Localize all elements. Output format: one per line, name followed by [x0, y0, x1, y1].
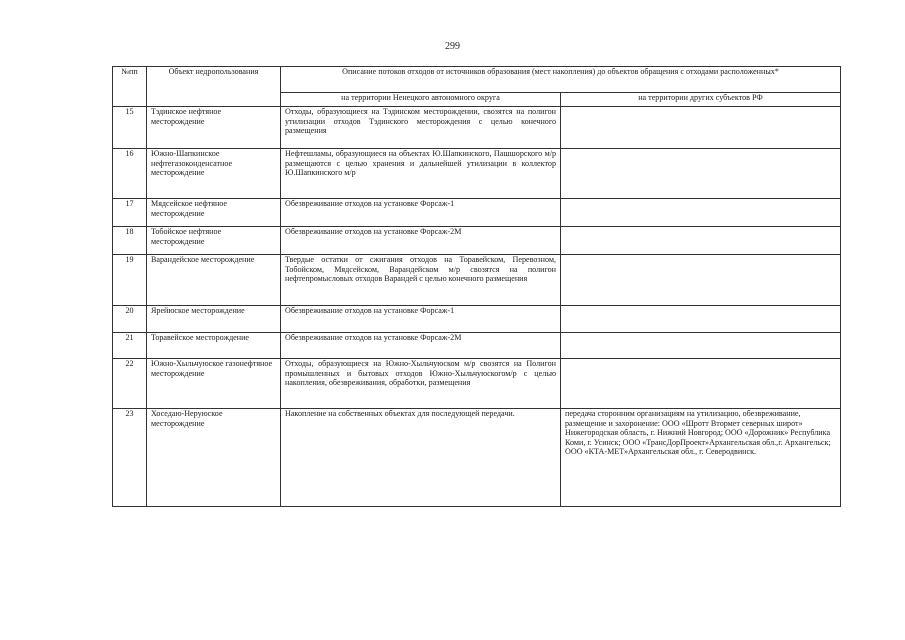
header-description: Описание потоков отходов от источников образования (мест накопления) до объектов обращения с отходами расположенных*: [281, 67, 841, 93]
row-object: Хоседаю-Неруюское месторождение: [147, 409, 281, 507]
table-row: [113, 255, 841, 306]
row-object: Тобойское нефтяное месторождение: [147, 227, 281, 255]
row-other: [561, 149, 841, 199]
row-nao: Обезвреживание отходов на установке Форсаж-2М: [281, 333, 561, 359]
table-row: [113, 409, 841, 507]
row-other: [561, 107, 841, 149]
row-nao: Накопление на собственных объектах для последующей передачи.: [281, 409, 561, 507]
row-num: 21: [113, 333, 147, 359]
row-other: [561, 227, 841, 255]
row-other: [561, 359, 841, 409]
row-object: Ярейюское месторождение: [147, 306, 281, 333]
row-object: Торавейское месторождение: [147, 333, 281, 359]
row-object: Мядсейское нефтяное месторождение: [147, 199, 281, 227]
row-nao: Обезвреживание отходов на установке Форсаж-2М: [281, 227, 561, 255]
row-nao: Обезвреживание отходов на установке Форсаж-1: [281, 306, 561, 333]
row-num: 23: [113, 409, 147, 507]
header-object: Объект недропользования: [147, 67, 281, 107]
waste-flow-table: [112, 66, 841, 507]
table-row: [113, 107, 841, 149]
table-row: [113, 149, 841, 199]
row-nao: Отходы, образующиеся на Южно-Хыльчуюском м/р свозятся на Полигон промышленных и бытовых отходов Южно-Хыльчуюскогом/р с целью накопления, обезвреживания, обработки, размещения: [281, 359, 561, 409]
row-num: 17: [113, 199, 147, 227]
row-num: 19: [113, 255, 147, 306]
table-row: [113, 199, 841, 227]
row-object: Южно-Шапкинское нефтегазоконденсатное месторождение: [147, 149, 281, 199]
table-row: [113, 227, 841, 255]
row-num: 15: [113, 107, 147, 149]
row-object: Южно-Хыльчуюское газонефтяное месторождение: [147, 359, 281, 409]
table-row: [113, 306, 841, 333]
header-nao: на территории Ненецкого автономного округа: [281, 93, 561, 107]
row-num: 18: [113, 227, 147, 255]
table-header-row: [113, 67, 841, 93]
header-other: на территории других субъектов РФ: [561, 93, 841, 107]
row-nao: Обезвреживание отходов на установке Форсаж-1: [281, 199, 561, 227]
row-other: [561, 333, 841, 359]
row-nao: Твердые остатки от сжигания отходов на Торавейском, Перевозном, Тобойском, Мядсейском, Варандейском м/р свозятся на полигон нефтепромысловых отходов Варандей с целью конечного размещения: [281, 255, 561, 306]
row-num: 16: [113, 149, 147, 199]
row-num: 22: [113, 359, 147, 409]
row-num: 20: [113, 306, 147, 333]
page-number: 299: [445, 41, 460, 52]
row-object: Тэдинское нефтяное месторождение: [147, 107, 281, 149]
row-other: [561, 255, 841, 306]
table-row: [113, 359, 841, 409]
row-object: Варандейское месторождение: [147, 255, 281, 306]
table-row: [113, 333, 841, 359]
row-other: [561, 199, 841, 227]
row-other: [561, 306, 841, 333]
row-nao: Нефтешламы, образующиеся на объектах Ю.Шапкинского, Пашшорского м/р размещаются с целью хранения и дальнейшей утилизации в коллектор Ю.Шапкинского м/р: [281, 149, 561, 199]
header-num: №пп: [113, 67, 147, 107]
row-other: передача сторонним организациям на утилизацию, обезвреживание, размещение и захоронение: ООО «Шротт Втормет северных широт» Нижегородская область, г. Нижний Новгород; ООО «Дорожник» Республика Коми, г. Усинск; ООО «ТрансДорПроект»Архангельская обл.,г. Архангельск; ООО «КТА-МЕТ»Архангельская обл., г. Северодвинск.: [561, 409, 841, 507]
row-nao: Отходы, образующиеся на Тэдинском месторождении, свозятся на полигон утилизации отходов Тэдинского месторождения с целью конечного размещения: [281, 107, 561, 149]
